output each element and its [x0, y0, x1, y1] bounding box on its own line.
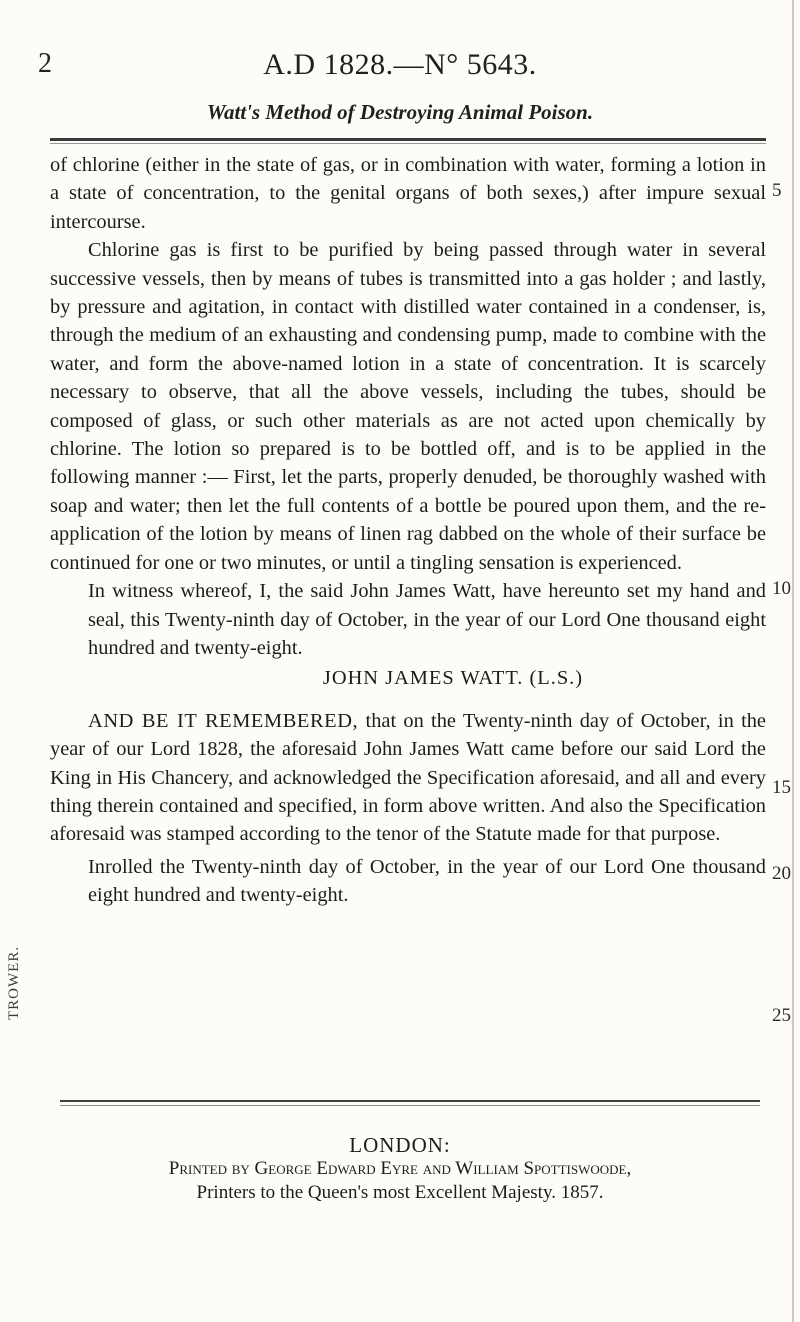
header-rule-thin [50, 143, 766, 144]
witness-paragraph: In witness whereof, I, the said John James Watt, have hereunto set my hand and seal, this Twenty-ninth day of October, in the year of our Lord One thousand eight hundred and twenty-eight. [88, 580, 766, 659]
imprint-majesty: Printers to the Queen's most Excellent Majesty. 1857. [196, 1182, 604, 1203]
body-text [50, 151, 766, 910]
running-subtitle: Watt's Method of Destroying Animal Poison. [206, 100, 594, 124]
paragraph-1: of chlorine (either in the state of gas, or in combination with water, forming a lotion in a state of concentration, to the genital organs of both sexes,) after impure sexual intercourse. [50, 154, 766, 233]
remembered-caps: AND BE IT REMEMBERED, [88, 709, 359, 732]
footer-rule-thin [60, 1105, 760, 1106]
line-number-15: 15 [772, 777, 791, 798]
page-number: 2 [38, 48, 52, 79]
header-rule [50, 138, 766, 141]
line-number-10: 10 [772, 578, 791, 599]
signature: JOHN JAMES WATT. (L.S.) [322, 667, 584, 690]
paragraph-2: Chlorine gas is first to be purified by being passed through water in several successive vessels, then by means of tubes is transmitted into a gas holder ; and lastly, by pressure and agitation, in contact with distilled water contained in a condenser, is, through the medium of an exhausting and condensing pump, made to combine with the water, and form the above-named lotion in a state of concentration. It is scarcely necessary to observe, that all the above vessels, including the tubes, should be composed of glass, or such other materials as are not acted upon chemically by chlorine. The lotion so prepared is to be bottled off, and is to be applied in the following manner :— First, let the parts, properly denuded, be thoroughly washed with soap and water; then let the full contents of a bottle be poured upon them, and the re-application of the lotion by means of linen rag dabbed on the whole of their surface be continued for one or two minutes, or until a tingling sensation is experienced. [50, 239, 766, 574]
paragraph-4-text: that on the Twenty-ninth day of October, in the year of our Lord 1828, the aforesaid John James Watt came before our said Lord the King in His Chancery, and acknowledged the Specification aforesaid, and all and every thing therein contained and specified, in form above written. And also the Specification aforesaid was stamped according to the tenor of the Statute made for that purpose. [50, 709, 766, 846]
imprint-city: LONDON: [349, 1133, 451, 1157]
footer-rule [60, 1100, 760, 1102]
paragraph-4 [50, 707, 766, 849]
margin-stamp: TROWER. [6, 945, 22, 1020]
inrolment-paragraph: Inrolled the Twenty-ninth day of October, in the year of our Lord One thousand eight hundred and twenty-eight. [88, 855, 766, 907]
line-number-25: 25 [772, 1005, 791, 1026]
line-number-20: 20 [772, 863, 791, 884]
line-number-5: 5 [772, 180, 782, 201]
imprint-printers: Printed by George Edward Eyre and William Spottiswoode, [168, 1158, 632, 1179]
imprint [0, 1133, 800, 1205]
page-title: A.D 1828.—N° 5643. [263, 48, 537, 81]
